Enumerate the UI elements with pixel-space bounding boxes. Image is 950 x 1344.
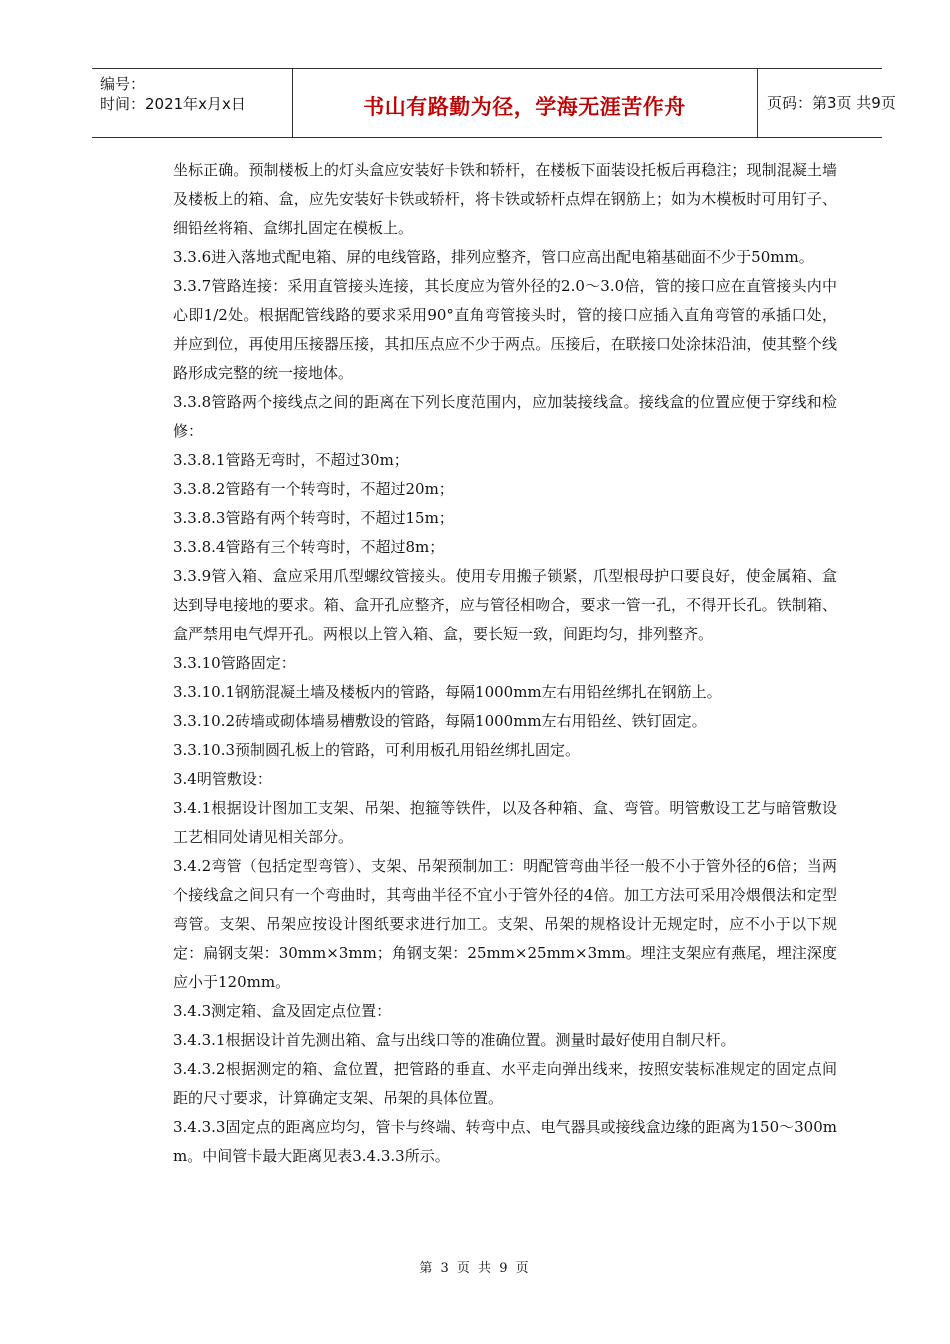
header-info-cell (92, 69, 293, 137)
document-number-label: 编号： (100, 75, 146, 93)
paragraph: 3.3.8.3管路有两个转弯时，不超过15m； (173, 509, 454, 527)
paragraph: 坐标正确。预制楼板上的灯头盒应安装好卡铁和轿杆，在楼板下面装设托板后再稳注；现制混凝土墙及楼板上的箱、盒，应先安装好卡铁或轿杆，将卡铁或轿杆点焊在钢筋上；如为木模板时可用钉子、细铅丝将箱、盒绑扎固定在模板上。 (173, 161, 837, 237)
header-motto-cell (292, 69, 758, 137)
paragraph: 3.4明管敷设： (173, 770, 272, 788)
document-body (173, 156, 837, 1171)
header-motto: 书山有路勤为径，学海无涯苦作舟 (363, 95, 686, 119)
paragraph: 3.3.7管路连接：采用直管接头连接，其长度应为管外径的2.0～3.0倍，管的接口应在直管接头内中心即1/2处。根据配管线路的要求采用90°直角弯管接头时，管的接口应插入直角弯管的承插口处，并应到位，再使用压接器压接，其扣压点应不少于两点。压接后，在联接口处涂抹沿油，使其整个线路形成完整的统一接地体。 (173, 277, 837, 382)
paragraph: 3.4.3.1根据设计首先测出箱、盒与出线口等的准确位置。测量时最好使用自制尺杆。 (173, 1031, 736, 1049)
paragraph: 3.4.3.3固定点的距离应均匀，管卡与终端、转弯中点、电气器具或接线盒边缘的距离为150～300mm。中间管卡最大距离见表3.4.3.3所示。 (173, 1118, 837, 1165)
header-page-cell (757, 69, 896, 137)
document-time-label: 时间：2021年x月x日 (100, 95, 246, 113)
paragraph: 3.3.10管路固定： (173, 654, 296, 672)
paragraph: 3.3.8.1管路无弯时，不超过30m； (173, 451, 409, 469)
paragraph: 3.3.10.1钢筋混凝土墙及楼板内的管路，每隔1000mm左右用铅丝绑扎在钢筋上。 (173, 683, 722, 701)
paragraph: 3.3.10.2砖墙或砌体墙易槽敷设的管路，每隔1000mm左右用铅丝、铁钉固定。 (173, 712, 707, 730)
page-header (92, 68, 896, 138)
header-page-number: 页码：第3页 共9页 (767, 94, 896, 112)
paragraph: 3.3.8.4管路有三个转弯时，不超过8m； (173, 538, 445, 556)
paragraph: 3.3.8管路两个接线点之间的距离在下列长度范围内，应加装接线盒。接线盒的位置应便于穿线和检修： (173, 393, 837, 440)
page-footer-number: 第 3 页 共 9 页 (419, 1261, 531, 1276)
paragraph: 3.4.2弯管（包括定型弯管）、支架、吊架预制加工：明配管弯曲半径一般不小于管外径的6倍；当两个接线盒之间只有一个弯曲时，其弯曲半径不宜小于管外径的4倍。加工方法可采用冷煨偎法和定型弯管。支架、吊架应按设计图纸要求进行加工。支架、吊架的规格设计无规定时，应不小于以下规定：扁钢支架：30mm×3mm；角钢支架：25mm×25mm×3mm。埋注支架应有燕尾，埋注深度应小于120mm。 (173, 857, 837, 991)
paragraph: 3.3.9管入箱、盒应采用爪型螺纹管接头。使用专用搬子锁紧，爪型根母护口要良好，使金属箱、盒达到导电接地的要求。箱、盒开孔应整齐，应与管径相吻合，要求一管一孔，不得开长孔。铁制箱、盒严禁用电气焊开孔。两根以上管入箱、盒，要长短一致，间距均匀，排列整齐。 (173, 567, 837, 643)
paragraph: 3.3.8.2管路有一个转弯时，不超过20m； (173, 480, 454, 498)
paragraph: 3.3.6进入落地式配电箱、屏的电线管路，排列应整齐，管口应高出配电箱基础面不少于50mm。 (173, 248, 814, 266)
paragraph: 3.4.3测定箱、盒及固定点位置： (173, 1002, 392, 1020)
paragraph: 3.3.10.3预制圆孔板上的管路，可利用板孔用铅丝绑扎固定。 (173, 741, 581, 759)
paragraph: 3.4.3.2根据测定的箱、盒位置，把管路的垂直、水平走向弹出线来，按照安装标准规定的固定点间距的尺寸要求，计算确定支架、吊架的具体位置。 (173, 1060, 837, 1107)
paragraph: 3.4.1根据设计图加工支架、吊架、抱箍等铁件，以及各种箱、盒、弯管。明管敷设工艺与暗管敷设工艺相同处请见相关部分。 (173, 799, 837, 846)
